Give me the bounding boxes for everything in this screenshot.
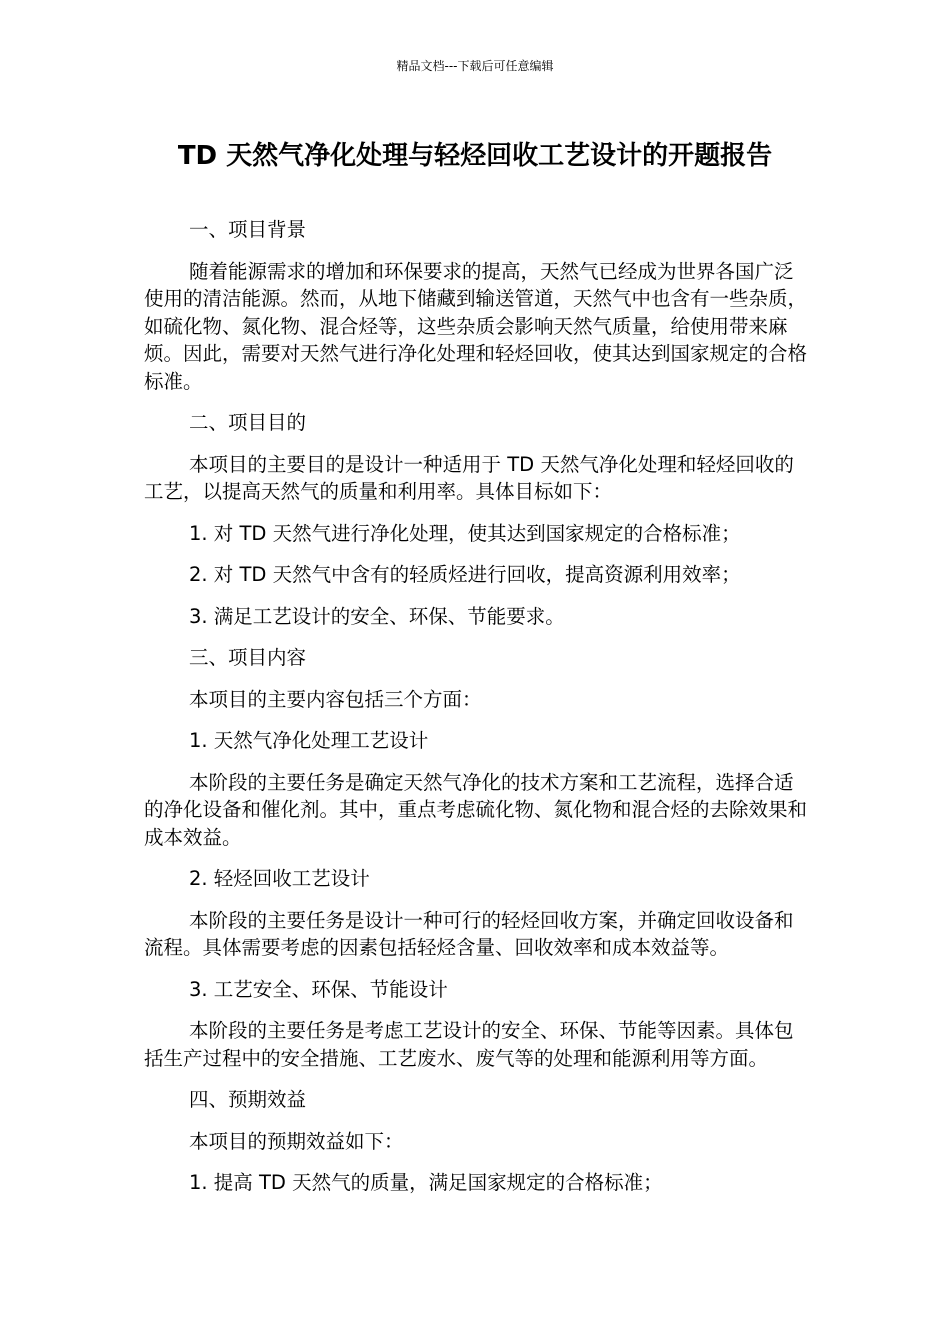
list-item-purpose-2: 2. 对 TD 天然气中含有的轻质烃进行回收，提高资源利用效率； [189,563,741,586]
subheading-safety: 3. 工艺安全、环保、节能设计 [189,977,448,1001]
paragraph-content-intro: 本项目的主要内容包括三个方面： [189,687,482,711]
section-heading-purpose: 二、项目目的 [189,411,307,434]
section-heading-benefits: 四、预期效益 [189,1088,307,1111]
paragraph-recovery: 本阶段的主要任务是设计一种可行的轻烃回收方案，并确定回收设备和流程。具体需要考虑的因素包括轻烃含量、回收效率和成本效益等。 [144,908,794,959]
section-heading-background: 一、项目背景 [189,218,307,241]
section-heading-content: 三、项目内容 [189,646,307,669]
document-body [144,216,810,1211]
paragraph-benefits-intro: 本项目的预期效益如下： [189,1129,404,1153]
document-title: TD 天然气净化处理与轻烃回收工艺设计的开题报告 [177,141,773,171]
list-item-purpose-3: 3. 满足工艺设计的安全、环保、节能要求。 [189,604,565,628]
list-item-benefit-1: 1. 提高 TD 天然气的质量，满足国家规定的合格标准； [189,1171,663,1194]
page-header: 精品文档---下载后可任意编辑 [396,59,554,73]
paragraph-purification: 本阶段的主要任务是确定天然气净化的技术方案和工艺流程，选择合适的净化设备和催化剂。其中，重点考虑硫化物、氮化物和混合烃的去除效果和成本效益。 [144,770,808,849]
paragraph-background: 随着能源需求的增加和环保要求的提高，天然气已经成为世界各国广泛使用的清洁能源。然而，从地下储藏到输送管道，天然气中也含有一些杂质，如硫化物、氮化物、混合烃等，这些杂质会影响天然气质量，给使用带来麻烦。因此，需要对天然气进行净化处理和轻烃回收，使其达到国家规定的合格标准。 [144,259,808,393]
list-item-purpose-1: 1. 对 TD 天然气进行净化处理，使其达到国家规定的合格标准； [189,521,741,545]
subheading-purification: 1. 天然气净化处理工艺设计 [189,729,429,752]
subheading-recovery: 2. 轻烃回收工艺设计 [189,867,370,890]
paragraph-safety: 本阶段的主要任务是考虑工艺设计的安全、环保、节能等因素。具体包括生产过程中的安全措施、工艺废水、废气等的处理和能源利用等方面。 [144,1019,794,1070]
paragraph-purpose: 本项目的主要目的是设计一种适用于 TD 天然气净化处理和轻烃回收的工艺，以提高天然气的质量和利用率。具体目标如下： [144,452,794,503]
